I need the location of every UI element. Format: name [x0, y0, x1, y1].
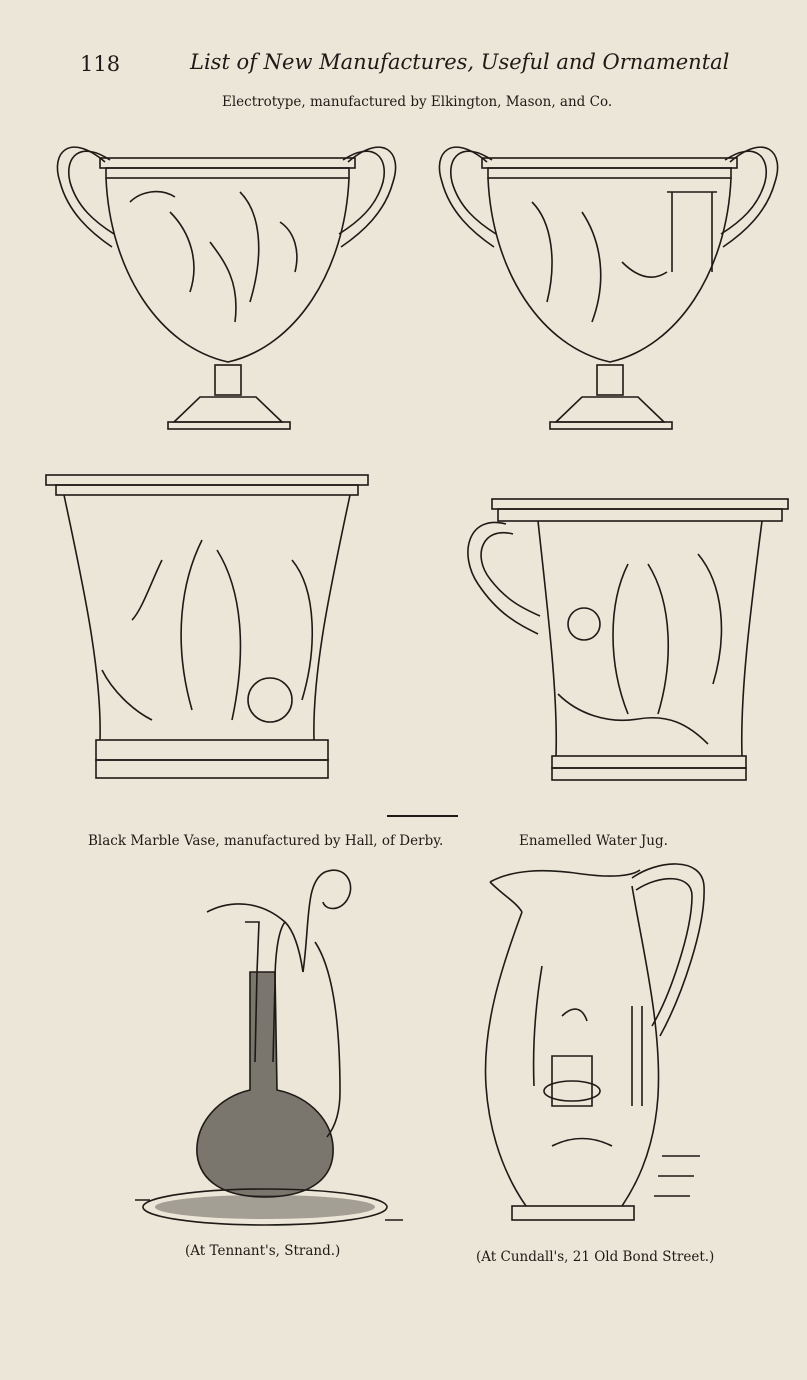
illustration-enamelled-water-jug [482, 856, 712, 1232]
illustration-black-marble-vase [135, 862, 403, 1234]
illustration-cup-right [432, 122, 787, 434]
caption-black-marble-vase: Black Marble Vase, manufactured by Hall, of Derby. [88, 833, 444, 849]
page-number: 118 [80, 52, 121, 76]
caption-tennant: (At Tennant's, Strand.) [185, 1243, 341, 1259]
section-rule [387, 815, 458, 817]
running-title: List of New Manufactures, Useful and Ornamental [190, 50, 730, 74]
illustration-vase-flared [42, 470, 372, 786]
caption-electrotype: Electrotype, manufactured by Elkington, Mason, and Co. [222, 94, 613, 110]
illustration-cup-left [50, 122, 405, 434]
caption-cundall: (At Cundall's, 21 Old Bond Street.) [476, 1249, 715, 1265]
illustration-jug-decorated [458, 494, 792, 786]
caption-enamelled-jug: Enamelled Water Jug. [519, 833, 668, 849]
